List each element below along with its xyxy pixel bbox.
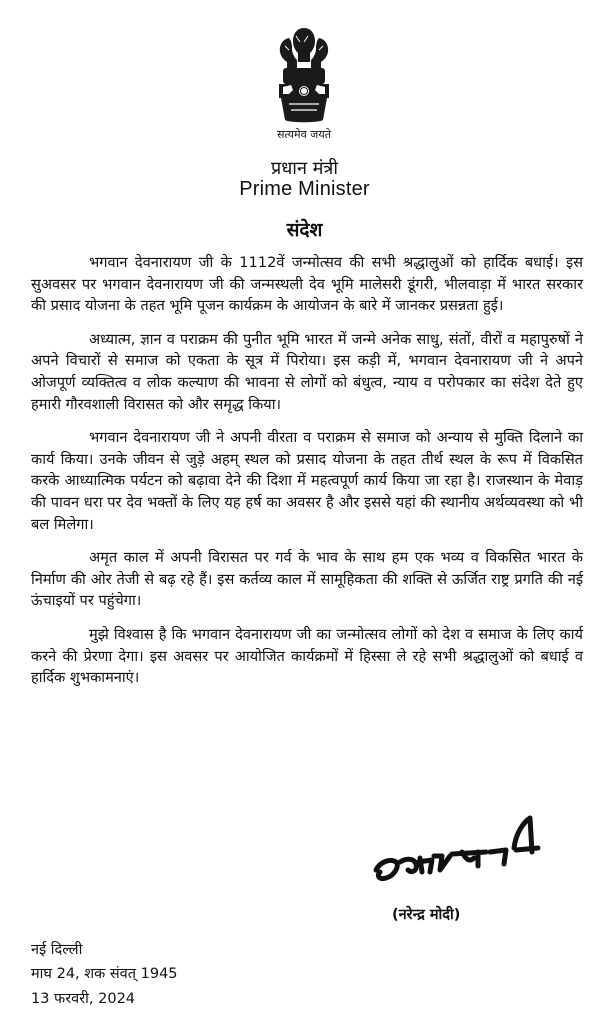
national-emblem-icon	[254, 24, 354, 144]
letter-paragraph: मुझे विश्वास है कि भगवान देवनारायण जी का जन्मोत्सव लोगों को देश व समाज के लिए कार्य करने की प्रेरणा देगा। इस अवसर पर आयोजित कार्यक्रमों में हिस्सा ले रहे सभी श्रद्धालुओं को बधाई व हार्दिक शुभकामनाएं।	[31, 625, 583, 687]
handwritten-signature	[366, 812, 546, 896]
letter-paragraph: अमृत काल में अपनी विरासत पर गर्व के भाव के साथ हम एक भव्य व विकसित भारत के निर्माण की ओर तेजी से बढ़ रहे हैं। इस कर्तव्य काल में सामूहिकता की शक्ति से ऊर्जित राष्ट्र प्रगति की नई ऊंचाइयों पर पहुंचेगा।	[31, 549, 583, 610]
letter-date-hindi: माघ 24, शक संवत् 1945	[31, 966, 178, 982]
emblem-motto: सत्यमेव जयते	[276, 128, 331, 141]
letter-paragraph: भगवान देवनारायण जी के 1112वें जन्मोत्सव की सभी श्रद्धालुओं को हार्दिक बधाई। इस सुअवसर पर भगवान देवनारायण जी की जन्मस्थली देव भूमि मालेसरी डूंगरी, भीलवाड़ा में भारत सरकार की प्रसाद योजना के तहत भूमि पूजन कार्यक्रम के आयोजन के बारे में जानकर प्रसन्नता हुई।	[31, 254, 583, 315]
letter-heading: संदेश	[286, 219, 323, 241]
letter-place: नई दिल्ली	[31, 942, 83, 958]
letter-date-english: 13 फरवरी, 2024	[31, 991, 136, 1007]
letter-paragraph: भगवान देवनारायण जी ने अपनी वीरता व पराक्रम से समाज को अन्याय से मुक्ति दिलाने का कार्य किया। उनके जीवन से जुड़े अहम् स्थल को प्रसाद योजना के तहत तीर्थ स्थल के रूप में विकसित करके आध्यात्मिक पर्यटन को बढ़ावा देने की दिशा में महत्वपूर्ण कार्य किया जा रहा है। राजस्थान के मेवाड़ की पावन धरा पर देव भक्तों के लिए यह हर्ष का अवसर है और इससे यहां की स्थानीय अर्थव्यवस्था को भी बल मिलेगा।	[31, 429, 583, 533]
office-title-english: Prime Minister	[239, 178, 370, 200]
letter-body	[31, 252, 583, 701]
signer-name: (नरेन्द्र मोदी)	[392, 907, 461, 923]
letter-paragraph: अध्यात्म, ज्ञान व पराक्रम की पुनीत भूमि भारत में जन्मे अनेक साधु, संतों, वीरों व महापुरुषों ने अपने विचारों से समाज को एकता के सूत्र में पिरोया। इस कड़ी में, भगवान देवनारायण जी ने अपने ओजपूर्ण व्यक्तित्व व लोक कल्याण की भावना से लोगों को बंधुत्व, न्याय व परोपकार का संदेश देते हुए हमारी गौरवशाली विरासत को और समृद्ध किया।	[31, 330, 583, 413]
office-title-hindi: प्रधान मंत्री	[270, 158, 339, 179]
